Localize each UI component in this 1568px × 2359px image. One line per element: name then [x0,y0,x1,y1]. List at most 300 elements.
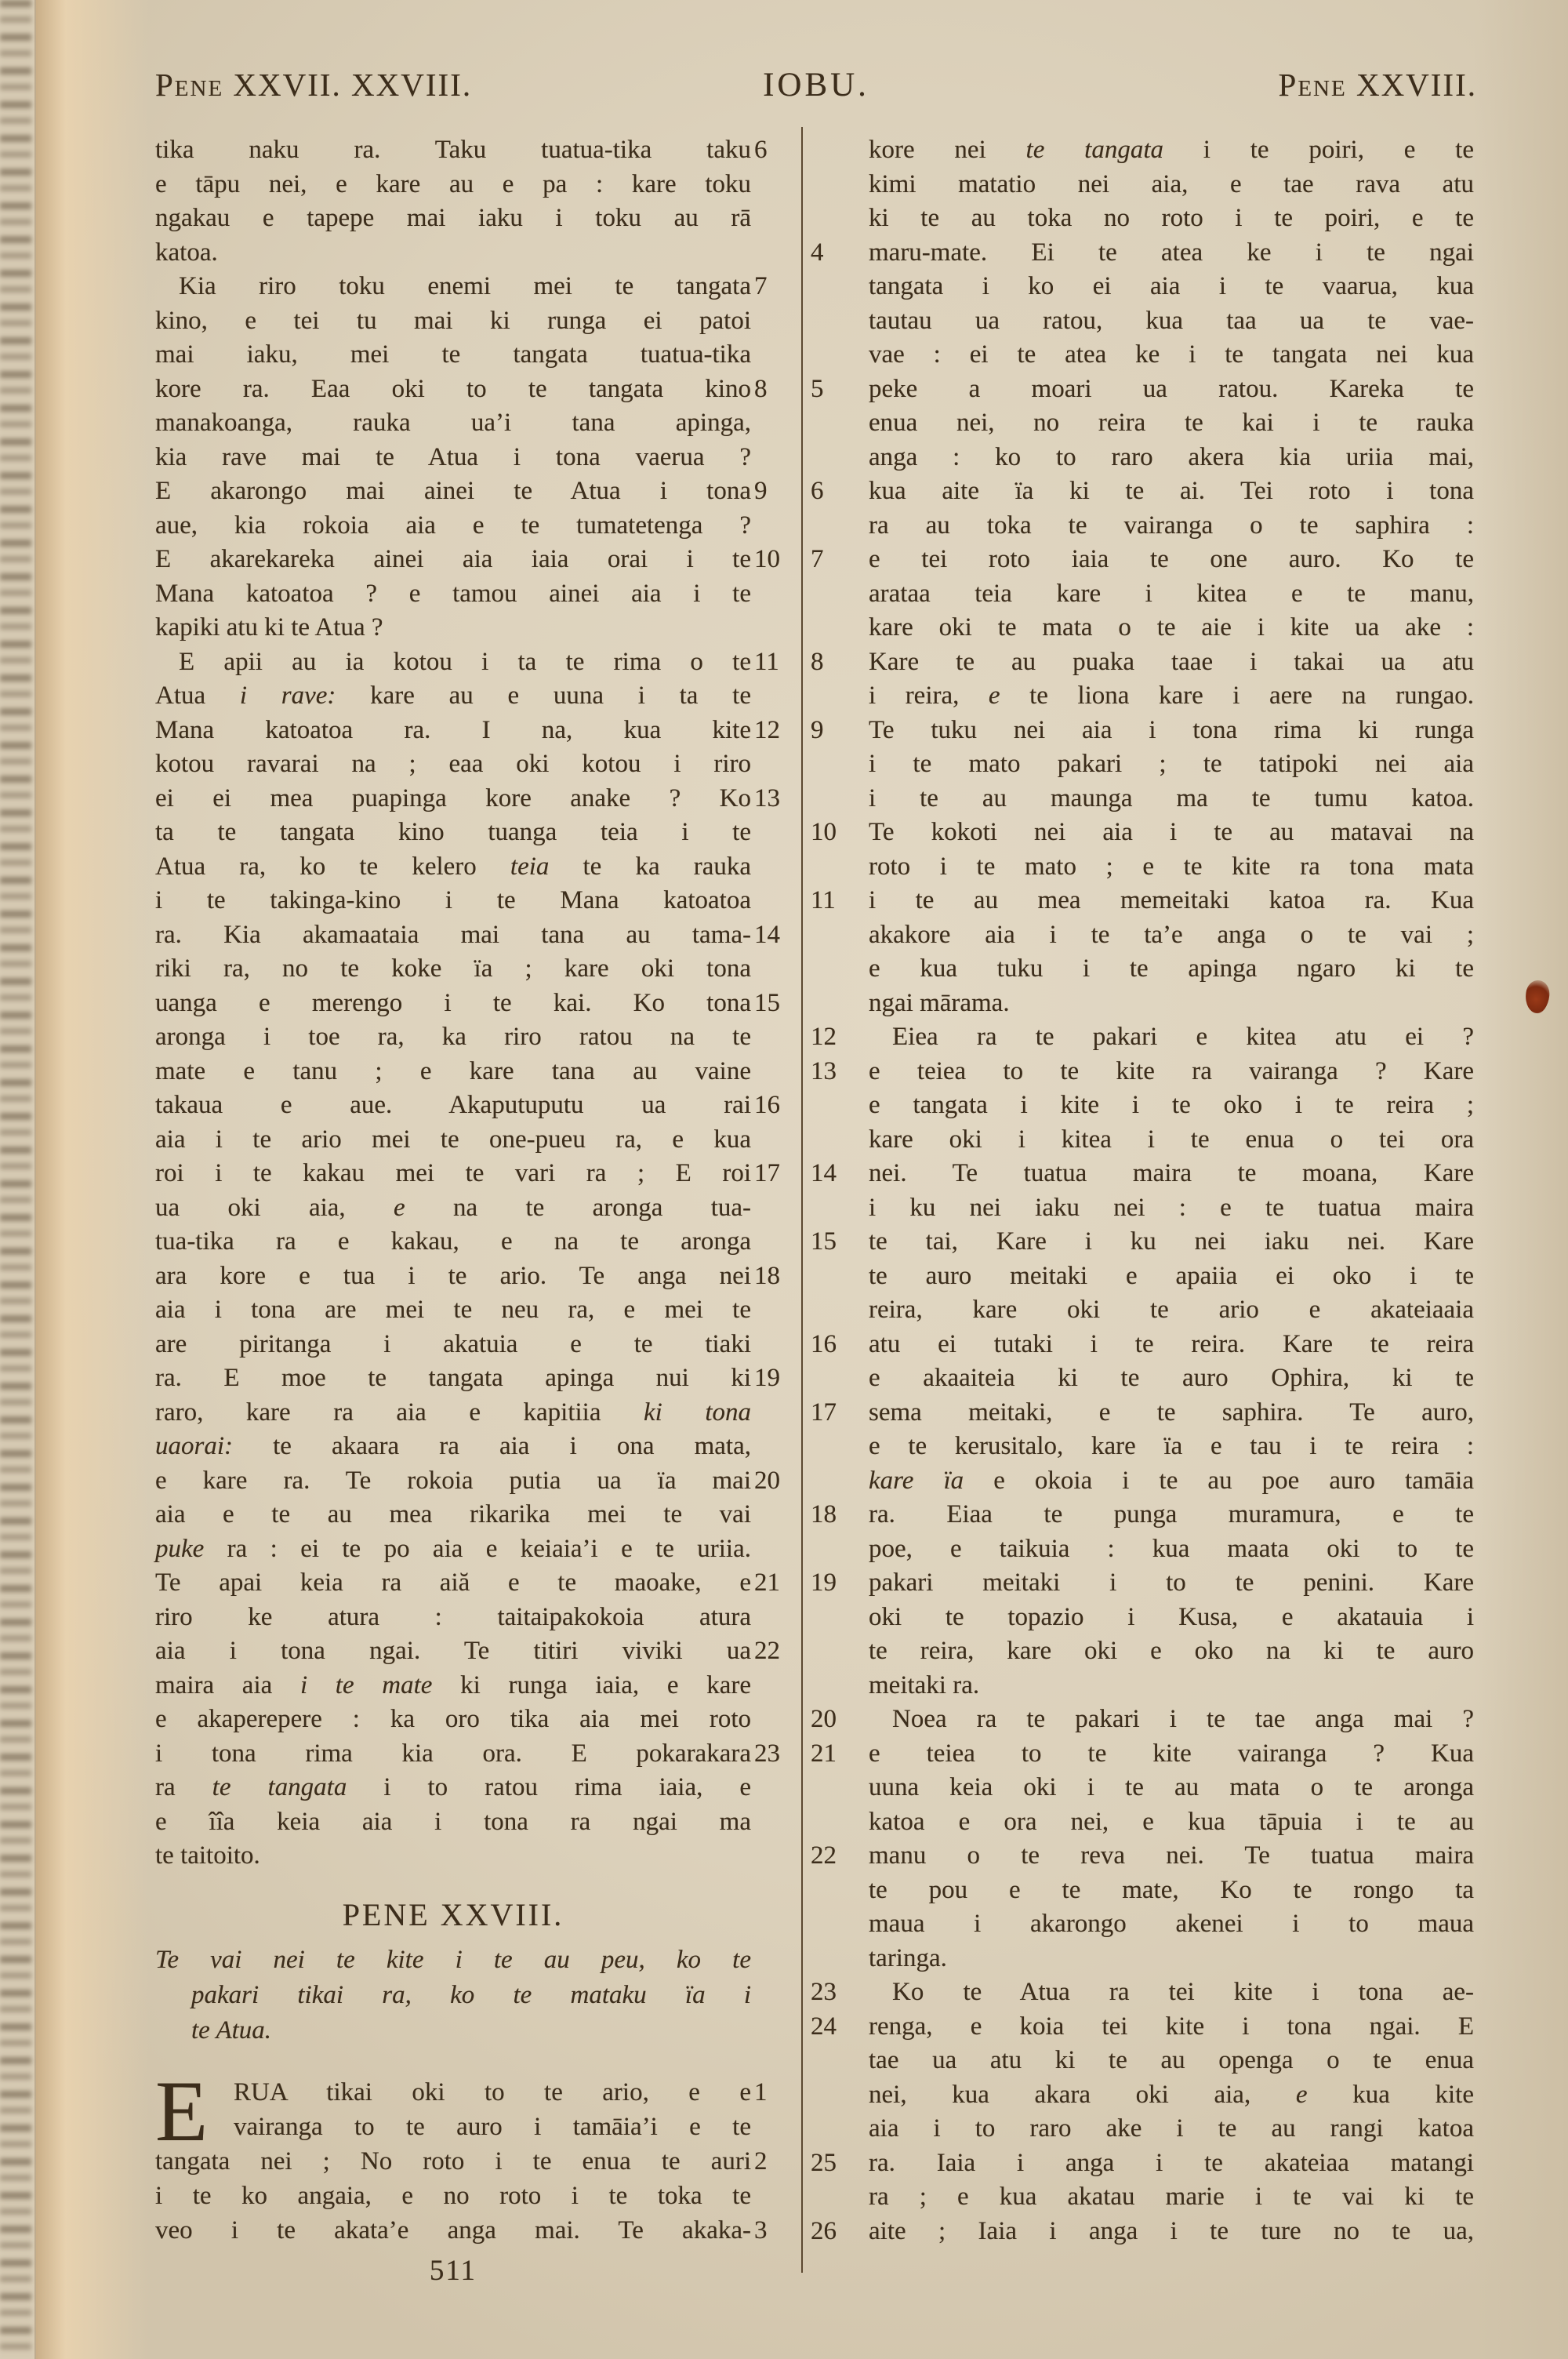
chapter-summary [155,1943,751,2048]
verse-number: 5 [811,374,824,403]
text-segment: e teiea to te kite ra vairanga ? Kare [869,1056,1474,1085]
text-segment: e okoia i te au poe auro tamāia [964,1466,1474,1495]
text-line [811,1055,1474,1089]
text-line [811,1737,1474,1772]
verse-number: 13 [754,783,780,812]
text-line [869,133,1474,168]
text-segment: reira, kare oki te ario e akateiaaia [869,1296,1474,1324]
verse-number: 22 [811,1841,837,1870]
text-line [811,714,1474,748]
verse-number: 13 [811,1056,837,1085]
text-segment: e [988,682,1000,710]
text-line [811,543,1474,577]
text-line [811,474,1474,509]
text-segment: maua i akarongo akenei i to maua [869,1910,1474,1938]
text-line [869,304,1474,339]
text-segment: aia i tona are mei te neu ra, e mei te [155,1296,751,1324]
text-line [869,1634,1474,1669]
text-segment: ara kore e tua i te ario. Te anga nei [155,1261,751,1290]
text-segment: te reira, kare oki e oko na ki te auro [869,1637,1474,1665]
text-segment: te liona kare i aere na rungao. [1000,682,1474,710]
text-segment: manakoanga, rauka ua’i tana apinga, [155,409,751,437]
text-segment: roi i te kakau mei te vari ra ; E roi [155,1159,751,1187]
text-line [811,2010,1474,2045]
right-column [811,133,1474,2248]
verse-number: 7 [754,272,768,300]
text-line [869,1361,1474,1396]
verse-number: 21 [754,1568,780,1597]
text-segment: katoa e ora nei, e kua tāpuia i te au [869,1807,1474,1836]
text-line [155,236,751,271]
text-line [155,1737,780,1772]
text-line [155,918,780,953]
text-line [869,2044,1474,2078]
text-line [155,1771,751,1805]
text-line [811,884,1474,918]
text-segment: Kia riro toku enemi mei te tangata [179,272,751,300]
text-segment: e akaperepere : ka oro tika aia mei roto [155,1705,751,1733]
text-segment: e [394,1193,405,1222]
text-segment: te ka rauka [549,852,751,881]
verse-number: 15 [811,1227,837,1256]
text-segment: tautau ua ratou, kua taa ua te vae- [869,306,1474,335]
text-line [155,679,751,714]
text-line [155,1396,751,1430]
text-segment: i te mate [299,1670,433,1699]
text-line [811,1328,1474,1362]
text-line [811,645,1474,680]
text-segment: kore nei [869,136,1026,164]
text-segment: arataa teia kare i kitea e te manu, [869,579,1474,608]
text-line [155,850,751,885]
gutter-ghost-text [0,0,31,2359]
text-line [811,1703,1474,1737]
text-line [155,1157,780,1191]
text-segment: aite ; Iaia i anga i te ture no te ua, [869,2216,1474,2245]
text-line [155,2144,768,2179]
text-segment: kore ra. Eaa oki to te tangata kino [155,374,751,403]
text-line [869,577,1474,612]
text-segment: ra au toka te vairanga o te saphira : [869,511,1474,540]
text-line [155,543,780,577]
verse-number: 21 [811,1739,837,1768]
text-line [155,1601,751,1635]
text-line [869,1532,1474,1567]
text-segment: aia i to raro ake i te au rangi katoa [869,2114,1474,2143]
verse-number: 17 [754,1159,780,1187]
text-line [869,679,1474,714]
text-segment: veo i te akata’e anga mai. Te akaka- [155,2215,751,2245]
text-segment: katoa. [155,238,218,267]
text-segment: Te tuku nei aia i tona rima ki runga [869,715,1474,744]
verse-number: 20 [754,1466,780,1495]
text-segment: ra. Eiaa te punga muramura, e te [869,1500,1474,1528]
text-segment: takaua e aue. Akaputuputu ua rai [155,1091,751,1119]
verse-number: 9 [754,477,768,505]
ink-blot [1524,980,1551,1015]
text-segment: e akaaiteia ki te auro Ophira, ki te [869,1364,1474,1392]
text-line [869,1601,1474,1635]
text-segment: te akaara ra aia i ona mata, [233,1432,751,1460]
text-segment: vae : ei te atea ke i te tangata nei kua [869,340,1474,369]
text-line [155,304,751,339]
verse-number: 16 [811,1329,837,1358]
text-segment: tae ua atu ki te au openga o te enua [869,2046,1474,2074]
verse-number: 22 [754,1637,780,1665]
text-line [869,406,1474,441]
left-column [155,133,780,2288]
text-line [155,1361,780,1396]
text-segment: Te kokoti nei aia i te au matavai na [869,818,1474,846]
text-line [869,850,1474,885]
text-segment: Mana katoatoa ? e tamou ainei aia i te [155,579,751,608]
verse-number: 6 [754,136,768,164]
text-segment: e teiea to te kite vairanga ? Kua [869,1739,1474,1768]
text-line [155,577,751,612]
text-segment: maru-mate. Ei te atea ke i te ngai [869,238,1474,267]
text-segment: ua oki aia, [155,1193,394,1222]
text-segment: Te apai keia ra aiă e te maoake, e [155,1568,751,1597]
text-line [811,1157,1474,1191]
verse-number: 9 [811,715,824,744]
text-line [155,714,780,748]
verse-number: 24 [811,2012,837,2041]
text-segment: i rave: [239,682,336,710]
text-segment: Noea ra te pakari i te tae anga mai ? [892,1705,1474,1733]
text-segment: Atua ra, ko te kelero [155,852,510,881]
text-line [811,1020,1474,1055]
text-line [811,236,1474,271]
text-line [155,884,751,918]
text-line [155,474,768,509]
verse-number: 11 [811,886,836,914]
text-segment: sema meitaki, e te saphira. Te auro, [869,1398,1474,1427]
text-line [869,1464,1474,1499]
text-segment: Kare te au puaka taae i takai ua atu [869,647,1474,676]
text-line [811,1498,1474,1532]
text-line [869,1430,1474,1464]
text-line [811,2146,1474,2181]
text-line [155,611,751,645]
text-segment: aia e te au mea rikarika mei te vai [155,1500,751,1528]
verse-number: 18 [754,1261,780,1290]
verse-number: 11 [754,647,779,676]
text-line [811,1225,1474,1259]
text-segment: te tai, Kare i ku nei iaku nei. Kare [869,1227,1474,1256]
text-segment: aia i tona ngai. Te titiri viviki ua [155,1637,751,1665]
text-segment: taringa. [869,1943,947,1972]
text-segment: ngai mārama. [869,988,1010,1017]
text-segment: Eiea ra te pakari e kitea atu ei ? [892,1023,1474,1051]
text-line [155,2213,768,2248]
text-segment: Ko te Atua ra tei kite i tona ae- [892,1978,1474,2006]
verse-number: 19 [754,1364,780,1392]
verse-number: 10 [811,818,837,846]
text-segment: i te au maunga ma te tumu katoa. [869,783,1474,812]
text-segment: i reira, [869,682,989,710]
text-line [155,338,751,373]
text-line [155,1464,780,1499]
text-line [869,1293,1474,1328]
text-line [811,2215,1474,2249]
text-line [869,1942,1474,1976]
text-segment: atu ei tutaki i te reira. Kare te reira [869,1329,1474,1358]
column-divider-rule [801,127,803,2273]
text-segment: e tangata i kite i te oko i te reira ; [869,1091,1474,1119]
text-segment: ra : ei te po aia e keiaia’i e te uriia. [204,1534,751,1563]
text-line [155,1089,780,1123]
text-line [869,202,1474,236]
text-line [155,1634,780,1669]
verse-number: 15 [754,988,780,1017]
text-segment: raro, kare ra aia e kapitiia [155,1398,644,1427]
text-segment: mai iaku, mei te tangata tuatua-tika [155,340,751,369]
text-line [155,202,751,236]
text-segment: E apii au ia kotou i ta te rima o te [179,647,751,676]
text-segment: tangata i ko ei aia i te vaarua, kua [869,272,1474,300]
text-segment: kare oki te mata o te aie i kite ua ake : [869,613,1474,642]
text-line [155,952,751,987]
dropcap-initial: E [155,2063,209,2159]
running-header [155,66,1477,114]
text-segment: aue, kia rokoia aia e te tumatetenga ? [155,511,751,540]
text-line [155,782,780,816]
chapter-heading: PENE XXVIII. [342,1896,564,1932]
text-segment: kare au e uuna i ta te [336,682,751,710]
text-line [155,1566,780,1601]
header-left: Pene XXVII. XXVIII. [155,67,473,103]
text-line [155,1259,780,1294]
text-segment: e kua tuku i te apinga ngaro ki te [869,954,1474,983]
text-line [155,2110,751,2144]
verse-number: 25 [811,2148,837,2177]
text-segment: te taitoito. [155,1841,260,1870]
text-segment: kua kite [1307,2080,1474,2109]
text-segment: puke [155,1534,205,1563]
text-line [155,1123,751,1158]
text-line [869,1907,1474,1942]
text-line [155,2013,751,2048]
text-line [869,2180,1474,2215]
text-line [869,441,1474,475]
text-line [869,338,1474,373]
text-segment: i te au mea memeitaki katoa ra. Kua [869,886,1474,914]
verse-number: 6 [811,477,824,505]
text-segment: te pou e te mate, Ko te rongo ta [869,1875,1474,1904]
text-segment: kia rave mai te Atua i tona vaerua ? [155,442,751,471]
text-segment: te auro meitaki e apaiia ei oko i te [869,1261,1474,1290]
header-right: Pene XXVIII. [1278,67,1477,103]
text-line [155,373,768,407]
text-segment: ra. E moe te tangata apinga nui ki [155,1364,751,1392]
text-line [869,1805,1474,1840]
text-segment: kare oki i kitea i te enua o tei ora [869,1125,1474,1154]
text-line [811,1396,1474,1430]
text-segment: riro ke atura : taitaipakokoia atura [155,1602,751,1631]
text-segment: ki te au toka no roto i te poiri, e te [869,204,1474,232]
verse-number: 1 [754,2077,768,2106]
text-segment: E akarekareka ainei aia iaia orai i te [155,545,751,573]
verse-number: 8 [754,374,768,403]
text-line [869,1123,1474,1158]
text-line [869,1089,1474,1123]
text-segment: riki ra, no te koke ïa ; kare oki tona [155,954,751,983]
text-segment: i te mato pakari ; te tatipoki nei aia [869,750,1474,778]
text-line [869,611,1474,645]
text-line [869,782,1474,816]
gutter-crease-shadow [34,0,66,2359]
text-segment: te tangata [1025,136,1163,164]
text-segment: roto i te mato ; e te kite ra tona mata [869,852,1474,881]
text-line [155,1669,751,1703]
text-segment: i to ratou rima iaia, e [347,1773,752,1801]
text-line [155,1328,751,1362]
text-segment: kino, e tei tu mai ki runga ei patoi [155,306,751,335]
text-line [155,1532,751,1567]
text-line [869,952,1474,987]
text-line [155,816,751,850]
text-line [155,509,751,543]
verse-number: 23 [811,1978,837,2006]
text-segment: te tangata [212,1773,347,1801]
text-line [155,1805,751,1840]
verse-number: 3 [754,2215,768,2245]
text-line [811,373,1474,407]
text-line [155,1020,751,1055]
verse-number: 8 [811,647,824,676]
text-line [869,270,1474,304]
text-segment: uaorai: [155,1432,233,1460]
text-segment: te Atua. [191,2016,272,2045]
text-line [155,1055,751,1089]
text-line [155,1703,751,1737]
verse-number: 17 [811,1398,837,1427]
text-line [869,918,1474,953]
text-line [155,1293,751,1328]
text-segment: Te vai nei te kite i te au peu, ko te [155,1945,751,1974]
text-segment: manu o te reva nei. Te tuatua maira [869,1841,1474,1870]
text-segment: Atua [155,682,240,710]
text-line [811,1566,1474,1601]
text-line [155,1191,751,1226]
text-segment: anga : ko to raro akera kia uriia mai, [869,442,1474,471]
verse-number: 23 [754,1739,780,1768]
text-segment: e kare ra. Te rokoia putia ua ïa mai [155,1466,751,1495]
text-line [869,1771,1474,1805]
text-line [869,1259,1474,1294]
text-line [869,1874,1474,1908]
text-segment: E akarongo mai ainei te Atua i tona [155,477,751,505]
text-segment: uuna keia oki i te au mata o te aronga [869,1773,1474,1801]
text-segment: ra. Kia akamaataia mai tana au tama- [155,920,751,949]
text-segment: kapiki atu ki te Atua ? [155,613,383,642]
text-segment: akakore aia i te ta’e anga o te vai ; [869,920,1474,949]
verse-number: 4 [811,238,824,267]
text-segment: ra. Iaia i anga i te akateiaa matangi [869,2148,1474,2177]
text-segment: tangata nei ; No roto i te enua te auri [155,2146,751,2175]
verse-number: 14 [754,920,780,949]
text-segment: tika naku ra. Taku tuatua-tika taku [155,136,751,164]
text-segment: are piritanga i akatuia e te tiaki [155,1329,751,1358]
text-line [155,1943,751,1978]
text-line [155,747,751,782]
text-segment: pakari tikai ra, ko te mataku ïa i [191,1980,751,2009]
text-line [155,2179,751,2213]
text-segment: e [1295,2080,1308,2109]
text-segment: i tona rima kia ora. E pokarakara [155,1739,751,1768]
text-segment: pakari meitaki i to te penini. Kare [869,1568,1474,1597]
text-segment: aia i te ario mei te one-pueu ra, e kua [155,1125,751,1154]
text-line [869,747,1474,782]
verse-number: 19 [811,1568,837,1597]
text-segment: poe, e taikuia : kua maata oki to te [869,1534,1474,1563]
verse-number: 12 [754,715,780,744]
text-line [155,645,779,680]
page-number: 511 [429,2254,477,2287]
text-segment: i te poiri, e te [1163,136,1474,164]
verse-number: 7 [811,545,824,573]
verse-number: 14 [811,1159,837,1187]
text-line [155,441,751,475]
text-segment: nei, kua akara oki aia, [869,2080,1296,2109]
verse-number: 26 [811,2216,837,2245]
right-column-verses [811,133,1474,2248]
text-segment: ki runga iaia, e kare [432,1670,751,1699]
text-segment: Mana katoatoa ra. I na, kua kite [155,715,751,744]
text-line [811,1976,1474,2010]
text-line [811,1839,1474,1874]
text-segment: ra ; e kua akatau marie i te vai ki te [869,2183,1474,2211]
text-line [869,1191,1474,1226]
text-line [155,1978,751,2013]
text-segment: ta te tangata kino tuanga teia i te [155,818,751,846]
text-segment: renga, e koia tei kite i tona ngai. E [869,2012,1474,2041]
verse-number: 2 [754,2146,768,2175]
verse-number: 12 [811,1023,837,1051]
text-line [811,816,1474,850]
text-line [869,1669,1474,1703]
text-segment: nei. Te tuatua maira te moana, Kare [869,1159,1474,1187]
text-segment: kare ïa [869,1466,964,1495]
header-title: IOBU. [763,67,869,104]
text-line [155,987,780,1021]
text-segment: oki te topazio i Kusa, e akatauia i [869,1602,1474,1631]
text-segment: uanga e merengo i te kai. Ko tona [155,988,751,1017]
verse-number: 20 [811,1705,837,1733]
text-segment: teia [510,852,550,881]
chapter-opening [155,2063,768,2248]
text-line [155,133,768,168]
text-segment: ki tona [644,1398,752,1427]
text-segment: e tāpu nei, e kare au e pa : kare toku [155,169,751,198]
text-segment: tua-tika ra e kakau, e na te aronga [155,1227,751,1256]
text-line [155,1225,751,1259]
left-column-verses [155,133,780,1874]
verse-number: 18 [811,1500,837,1528]
text-line [155,1839,751,1874]
text-segment: kimi matatio nei aia, e tae rava atu [869,169,1474,198]
text-line [869,168,1474,202]
text-segment: peke a moari ua ratou. Kareka te [869,374,1474,403]
text-segment: kotou ravarai na ; eaa oki kotou i riro [155,750,751,778]
text-segment: RUA tikai oki to te ario, e e [234,2077,751,2106]
text-segment: ngakau e tapepe mai iaku i toku au rā [155,204,751,232]
text-segment: aronga i toe ra, ka riro ratou na te [155,1023,751,1051]
verse-number: 10 [754,545,780,573]
text-line [869,509,1474,543]
text-line [869,987,1474,1021]
text-segment: mate e tanu ; e kare tana au vaine [155,1056,751,1085]
